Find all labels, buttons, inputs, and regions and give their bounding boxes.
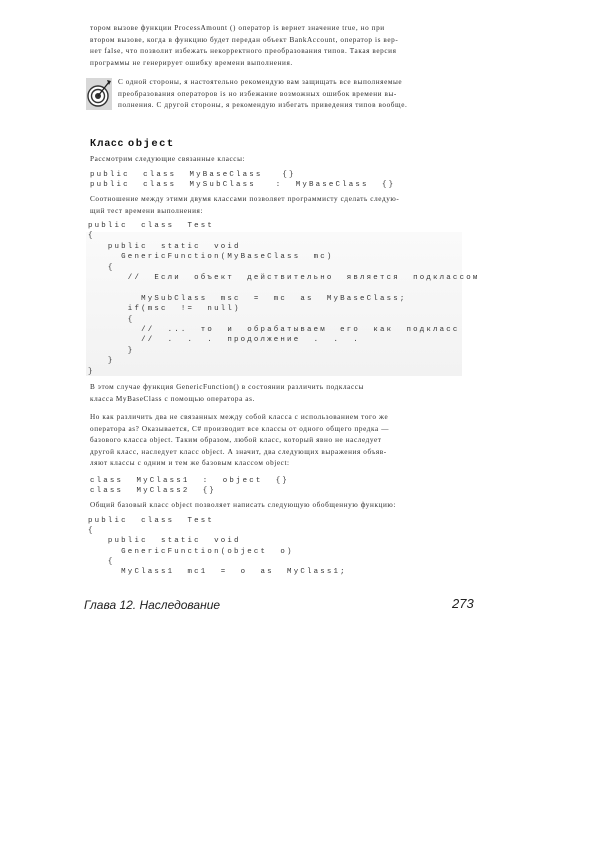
relation-paragraph: [90, 194, 468, 217]
paragraph-line: другой класс, наследует класс object. А значит, два следующих выражения объяв-: [90, 447, 387, 456]
note-paragraph: [118, 77, 468, 112]
target-icon: [86, 78, 112, 110]
paragraph-line: класса MyBaseClass с помощью оператора as.: [90, 394, 255, 403]
heading-prefix: Класс: [90, 138, 125, 149]
paragraph-line: Рассмотрим следующие связанные классы:: [90, 155, 246, 163]
code-block-classes: public class MyBaseClass {} public class MySubClass : MyBaseClass {}: [90, 171, 396, 189]
generic-paragraph: [90, 382, 468, 405]
paragraph-line: оператора as? Оказывается, C# производит все классы от одного общего предка —: [90, 424, 389, 433]
page-number: 273: [452, 596, 474, 611]
object-paragraph: [90, 412, 468, 470]
paragraph-line: базового класса object. Таким образом, любой класс, который явно не наследует: [90, 436, 382, 444]
paragraph-line: Соотношение между этими двумя классами позволяет программисту сделать следую-: [90, 195, 400, 203]
chapter-title: Глава 12. Наследование: [84, 598, 221, 612]
note-line: преобразования операторов is но избежание возможных ошибок времени вы-: [118, 89, 397, 98]
code-block-generic-function: public class Test { public static void GenericFunction(MyBaseClass mc) { // Если объект действительно является подклассом MySubClass msc = mc as MyBaseClass; if(msc != null) { // ... то и обрабатываем его как подкласс // . . . продолжение . . . } } }: [88, 222, 480, 376]
paragraph-line: щий тест времени выполнения:: [90, 206, 204, 215]
paragraph-line: втором вызове, когда в функцию будет передан объект BankAccount, оператор is вер-: [90, 35, 399, 44]
paragraph-line: тором вызове функции ProcessAmount () оператор is вернет значение true, но при: [90, 24, 385, 32]
paragraph-line: Общий базовый класс object позволяет написать следующую обобщенную функцию:: [90, 501, 396, 509]
code-block-generic-object: public class Test { public static void GenericFunction(object o) { MyClass1 mc1 = o as MyClass1;: [88, 517, 347, 577]
note-line: С одной стороны, я настоятельно рекомендую вам защищать все выполняемые: [118, 78, 403, 86]
section-heading: [90, 138, 175, 150]
paragraph-line: Но как различить два не связанных между собой класса с использованием того же: [90, 413, 389, 421]
paragraph-line: программы не генерирует ошибку времени выполнения.: [90, 58, 293, 67]
heading-keyword: object: [127, 138, 175, 150]
paragraph-line: В этом случае функция GenericFunction() в состоянии различить подклассы: [90, 383, 364, 391]
common-base-paragraph: [90, 500, 468, 512]
code-block-myclass: class MyClass1 : object {} class MyClass2 {}: [90, 477, 290, 495]
top-paragraph: [90, 23, 468, 69]
paragraph-line: ляют классы с одним и тем же базовым классом object:: [90, 459, 290, 467]
intro-paragraph: [90, 154, 468, 166]
paragraph-line: нет false, что позволит избежать некорректного преобразования типов. Такая версия: [90, 47, 397, 55]
note-line: полнения. С другой стороны, я рекомендую избегать приведения типов вообще.: [118, 101, 408, 109]
